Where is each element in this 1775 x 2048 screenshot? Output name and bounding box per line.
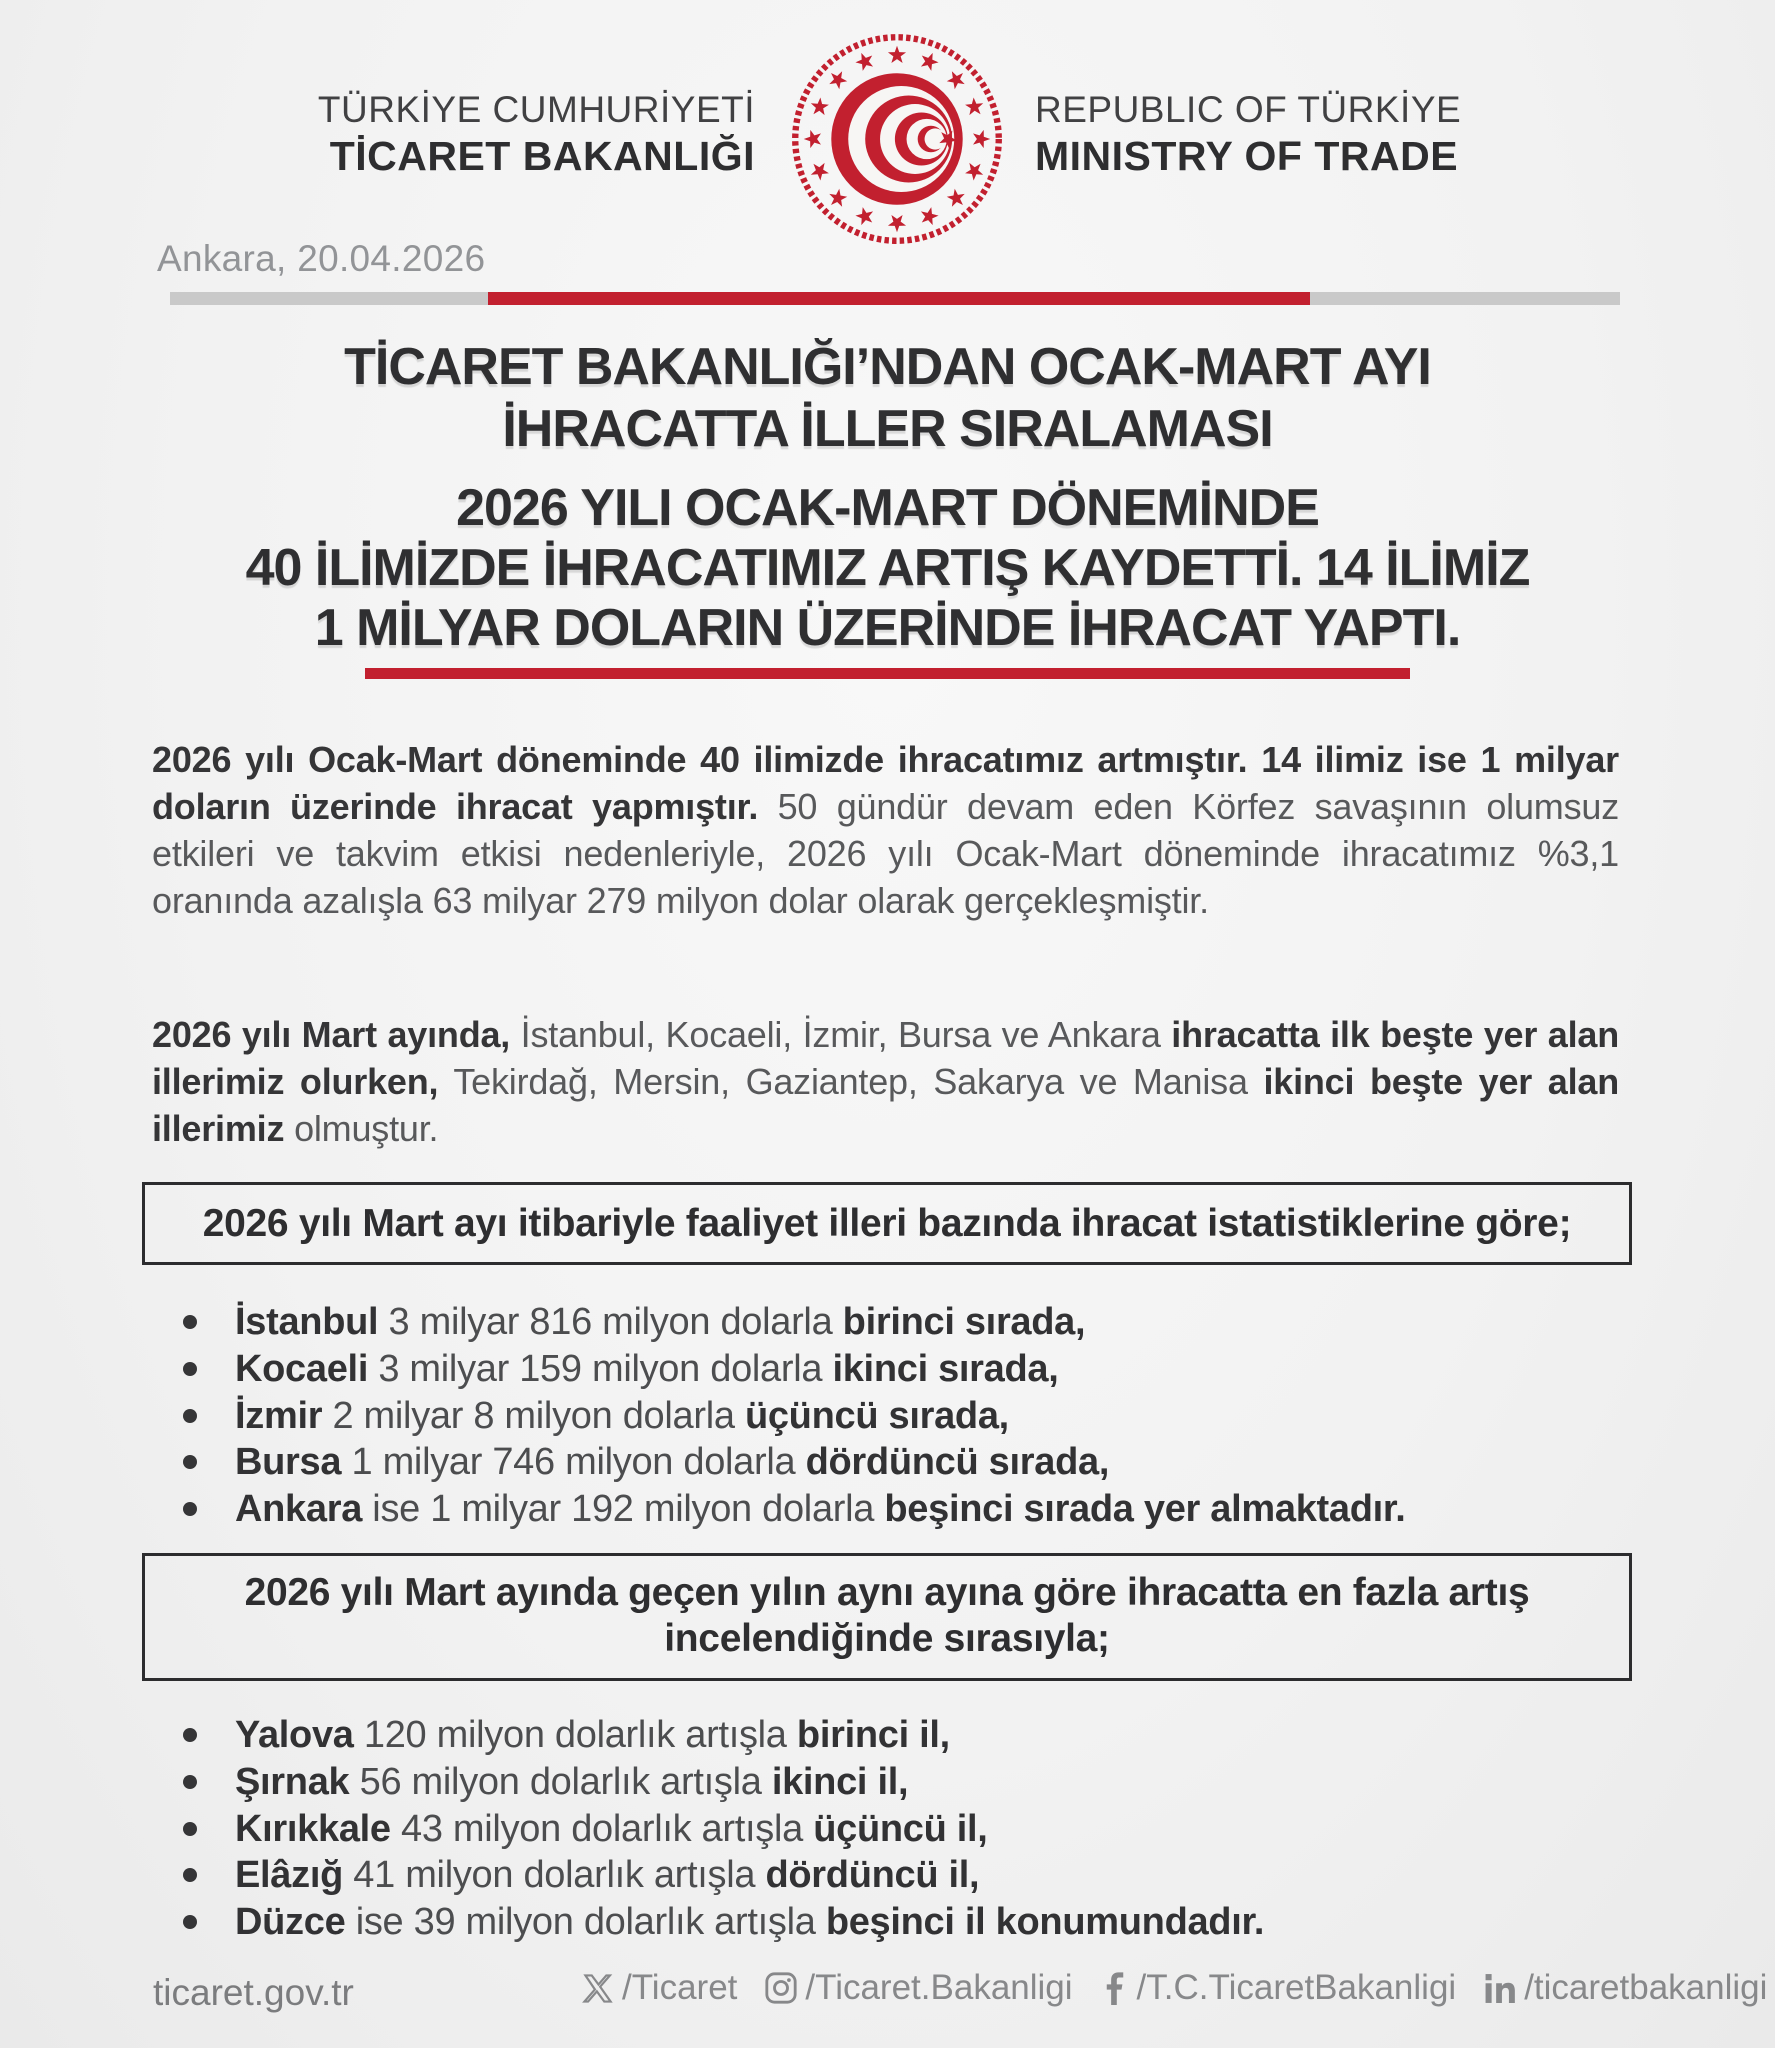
brand-left-line1: TÜRKİYE CUMHURİYETİ xyxy=(317,89,755,130)
list-item xyxy=(183,1712,1625,1759)
province-value: 41 milyon dolarlık artışla xyxy=(343,1854,766,1897)
province-rank: ikinci sırada, xyxy=(832,1347,1059,1390)
section-box1-label: 2026 yılı Mart ayı itibariyle faaliyet illeri bazında ihracat istatistiklerine göre; xyxy=(202,1202,1572,1245)
province-name: İstanbul xyxy=(235,1301,379,1343)
province-value: 3 milyar 159 milyon dolarla xyxy=(368,1347,833,1390)
province-rank: üçüncü sırada, xyxy=(744,1394,1009,1437)
province-name: Kırıkkale xyxy=(235,1807,391,1850)
divider-red xyxy=(488,292,1310,305)
province-rank: birinci sırada, xyxy=(842,1301,1086,1343)
province-name: Ankara xyxy=(235,1488,363,1531)
province-value: 2 milyar 8 milyon dolarla xyxy=(322,1394,745,1437)
province-rank: dördüncü il, xyxy=(765,1854,980,1897)
province-name: Elâzığ xyxy=(235,1854,344,1897)
main-title-line1: TİCARET BAKANLIĞI’NDAN OCAK-MART AYI xyxy=(344,338,1431,396)
bullet-dot xyxy=(183,1502,197,1516)
p2-reg3: olmuştur. xyxy=(284,1108,439,1149)
paragraph-top-provinces xyxy=(152,1011,1619,1152)
section-box-increase-stats xyxy=(142,1553,1632,1681)
province-name: Kocaeli xyxy=(235,1347,369,1390)
p2-reg1: İstanbul, Kocaeli, İzmir, Bursa ve Ankara xyxy=(510,1014,1172,1055)
paragraph-summary xyxy=(152,736,1619,924)
brand-right-block xyxy=(1035,88,1735,180)
social-linkedin-handle: /ticaretbakanligi xyxy=(1524,1968,1768,2007)
province-rank: ikinci il, xyxy=(771,1760,909,1803)
p2-bold2: ihracatta ilk beşte yer alan illerimiz olurken, xyxy=(152,1014,1619,1102)
province-rank: beşinci sırada yer almaktadır. xyxy=(884,1488,1406,1531)
p2-bold3: ikinci beşte yer alan illerimiz xyxy=(152,1061,1619,1149)
province-rank: birinci il, xyxy=(796,1714,950,1756)
bullet-dot xyxy=(183,1868,197,1882)
main-title-line2: İHRACATTA İLLER SIRALAMASI xyxy=(502,400,1273,458)
bullet-dot xyxy=(183,1455,197,1469)
bullet-dot xyxy=(183,1409,197,1423)
province-name: Bursa xyxy=(235,1441,342,1484)
list-item xyxy=(183,1486,1625,1533)
brand-right-line2: MINISTRY OF TRADE xyxy=(1035,132,1459,179)
p2-reg2: Tekirdağ, Mersin, Gaziantep, Sakarya ve Manisa xyxy=(438,1061,1264,1102)
increase-ranking-list xyxy=(183,1712,1625,1946)
bullet-dot xyxy=(183,1915,197,1929)
province-value: 1 milyar 746 milyon dolarla xyxy=(341,1441,806,1484)
divider-gray-left xyxy=(170,292,488,305)
province-value: 43 milyon dolarlık artışla xyxy=(390,1807,814,1850)
sub-title-line2: 40 İLİMİZDE İHRACATIMIZ ARTIŞ KAYDETTİ. 14 İLİMİZ xyxy=(245,539,1530,597)
bullet-dot xyxy=(183,1822,197,1836)
ministry-of-trade-logo xyxy=(791,33,1003,245)
paragraph-summary-rest: 50 gündür devam eden Körfez savaşının olumsuz etkileri ve takvim etkisi nedenleriyle, 2026 yılı Ocak-Mart döneminde ihracatımız %3,1 oranında azalışla 63 milyar 279 milyon dolar olarak gerçekleşmiştir. xyxy=(152,786,1619,921)
bullet-dot xyxy=(183,1775,197,1789)
section-box2-label: 2026 yılı Mart ayında geçen yılın aynı ayına göre ihracatta en fazla artış incelendiğinde sırasıyla; xyxy=(244,1571,1530,1660)
province-value: ise 39 milyon dolarlık artışla xyxy=(345,1901,826,1944)
bullet-dot xyxy=(183,1315,197,1329)
province-name: Yalova xyxy=(235,1714,354,1756)
province-rank: dördüncü sırada, xyxy=(805,1441,1110,1484)
province-value: 3 milyar 816 milyon dolarla xyxy=(378,1301,843,1343)
social-facebook-handle: /T.C.TicaretBakanligi xyxy=(1136,1968,1457,2007)
social-links-row xyxy=(582,1968,1767,2008)
section-box-export-stats xyxy=(142,1182,1632,1265)
social-x[interactable] xyxy=(582,1968,737,2008)
sub-title-line1: 2026 YILI OCAK-MART DÖNEMİNDE xyxy=(456,479,1319,537)
province-name: Düzce xyxy=(235,1901,346,1944)
list-item xyxy=(183,1346,1625,1393)
sub-title xyxy=(0,478,1775,658)
bullet-dot xyxy=(183,1362,197,1376)
export-ranking-list xyxy=(183,1299,1625,1533)
list-item xyxy=(183,1899,1625,1946)
instagram-icon xyxy=(764,1971,798,2005)
province-name: İzmir xyxy=(235,1394,323,1437)
list-item xyxy=(183,1439,1625,1486)
social-facebook[interactable] xyxy=(1100,1968,1457,2008)
divider-gray-right xyxy=(1310,292,1620,305)
list-item xyxy=(183,1806,1625,1853)
linkedin-icon xyxy=(1483,1972,1517,2005)
x-icon xyxy=(582,1972,615,2005)
list-item xyxy=(183,1852,1625,1899)
province-name: Şırnak xyxy=(235,1760,350,1803)
sub-title-line3: 1 MİLYAR DOLARIN ÜZERİNDE İHRACAT YAPTI. xyxy=(314,599,1461,657)
paragraph-summary-bold: 2026 yılı Ocak-Mart döneminde 40 ilimizde ihracatımız artmıştır. 14 ilimiz ise 1 milyar doların üzerinde ihracat yapmıştır. xyxy=(152,739,1619,827)
social-x-handle: /Ticaret xyxy=(622,1968,738,2007)
ministry-seal-icon xyxy=(791,33,1003,245)
social-instagram[interactable] xyxy=(764,1968,1072,2008)
brand-right-line1: REPUBLIC OF TÜRKİYE xyxy=(1035,89,1462,130)
title-red-underline xyxy=(365,668,1410,679)
list-item xyxy=(183,1759,1625,1806)
main-title xyxy=(0,336,1775,460)
province-value: ise 1 milyar 192 milyon dolarla xyxy=(362,1488,885,1531)
facebook-icon xyxy=(1100,1972,1130,2005)
brand-left-block xyxy=(0,88,755,180)
province-rank: üçüncü il, xyxy=(813,1807,988,1850)
website-link[interactable]: ticaret.gov.tr xyxy=(153,1972,354,2013)
province-value: 56 milyon dolarlık artışla xyxy=(349,1760,772,1803)
bullet-dot xyxy=(183,1728,197,1742)
social-linkedin[interactable] xyxy=(1483,1968,1767,2008)
social-instagram-handle: /Ticaret.Bakanligi xyxy=(805,1968,1073,2007)
divider-bar xyxy=(170,292,1620,305)
dateline: Ankara, 20.04.2026 xyxy=(157,238,486,279)
list-item xyxy=(183,1393,1625,1440)
list-item xyxy=(183,1299,1625,1346)
province-value: 120 milyon dolarlık artışla xyxy=(353,1714,797,1756)
province-rank: beşinci il konumundadır. xyxy=(825,1901,1265,1944)
p2-bold1: 2026 yılı Mart ayında, xyxy=(152,1014,511,1055)
brand-left-line2: TİCARET BAKANLIĞI xyxy=(329,132,755,179)
